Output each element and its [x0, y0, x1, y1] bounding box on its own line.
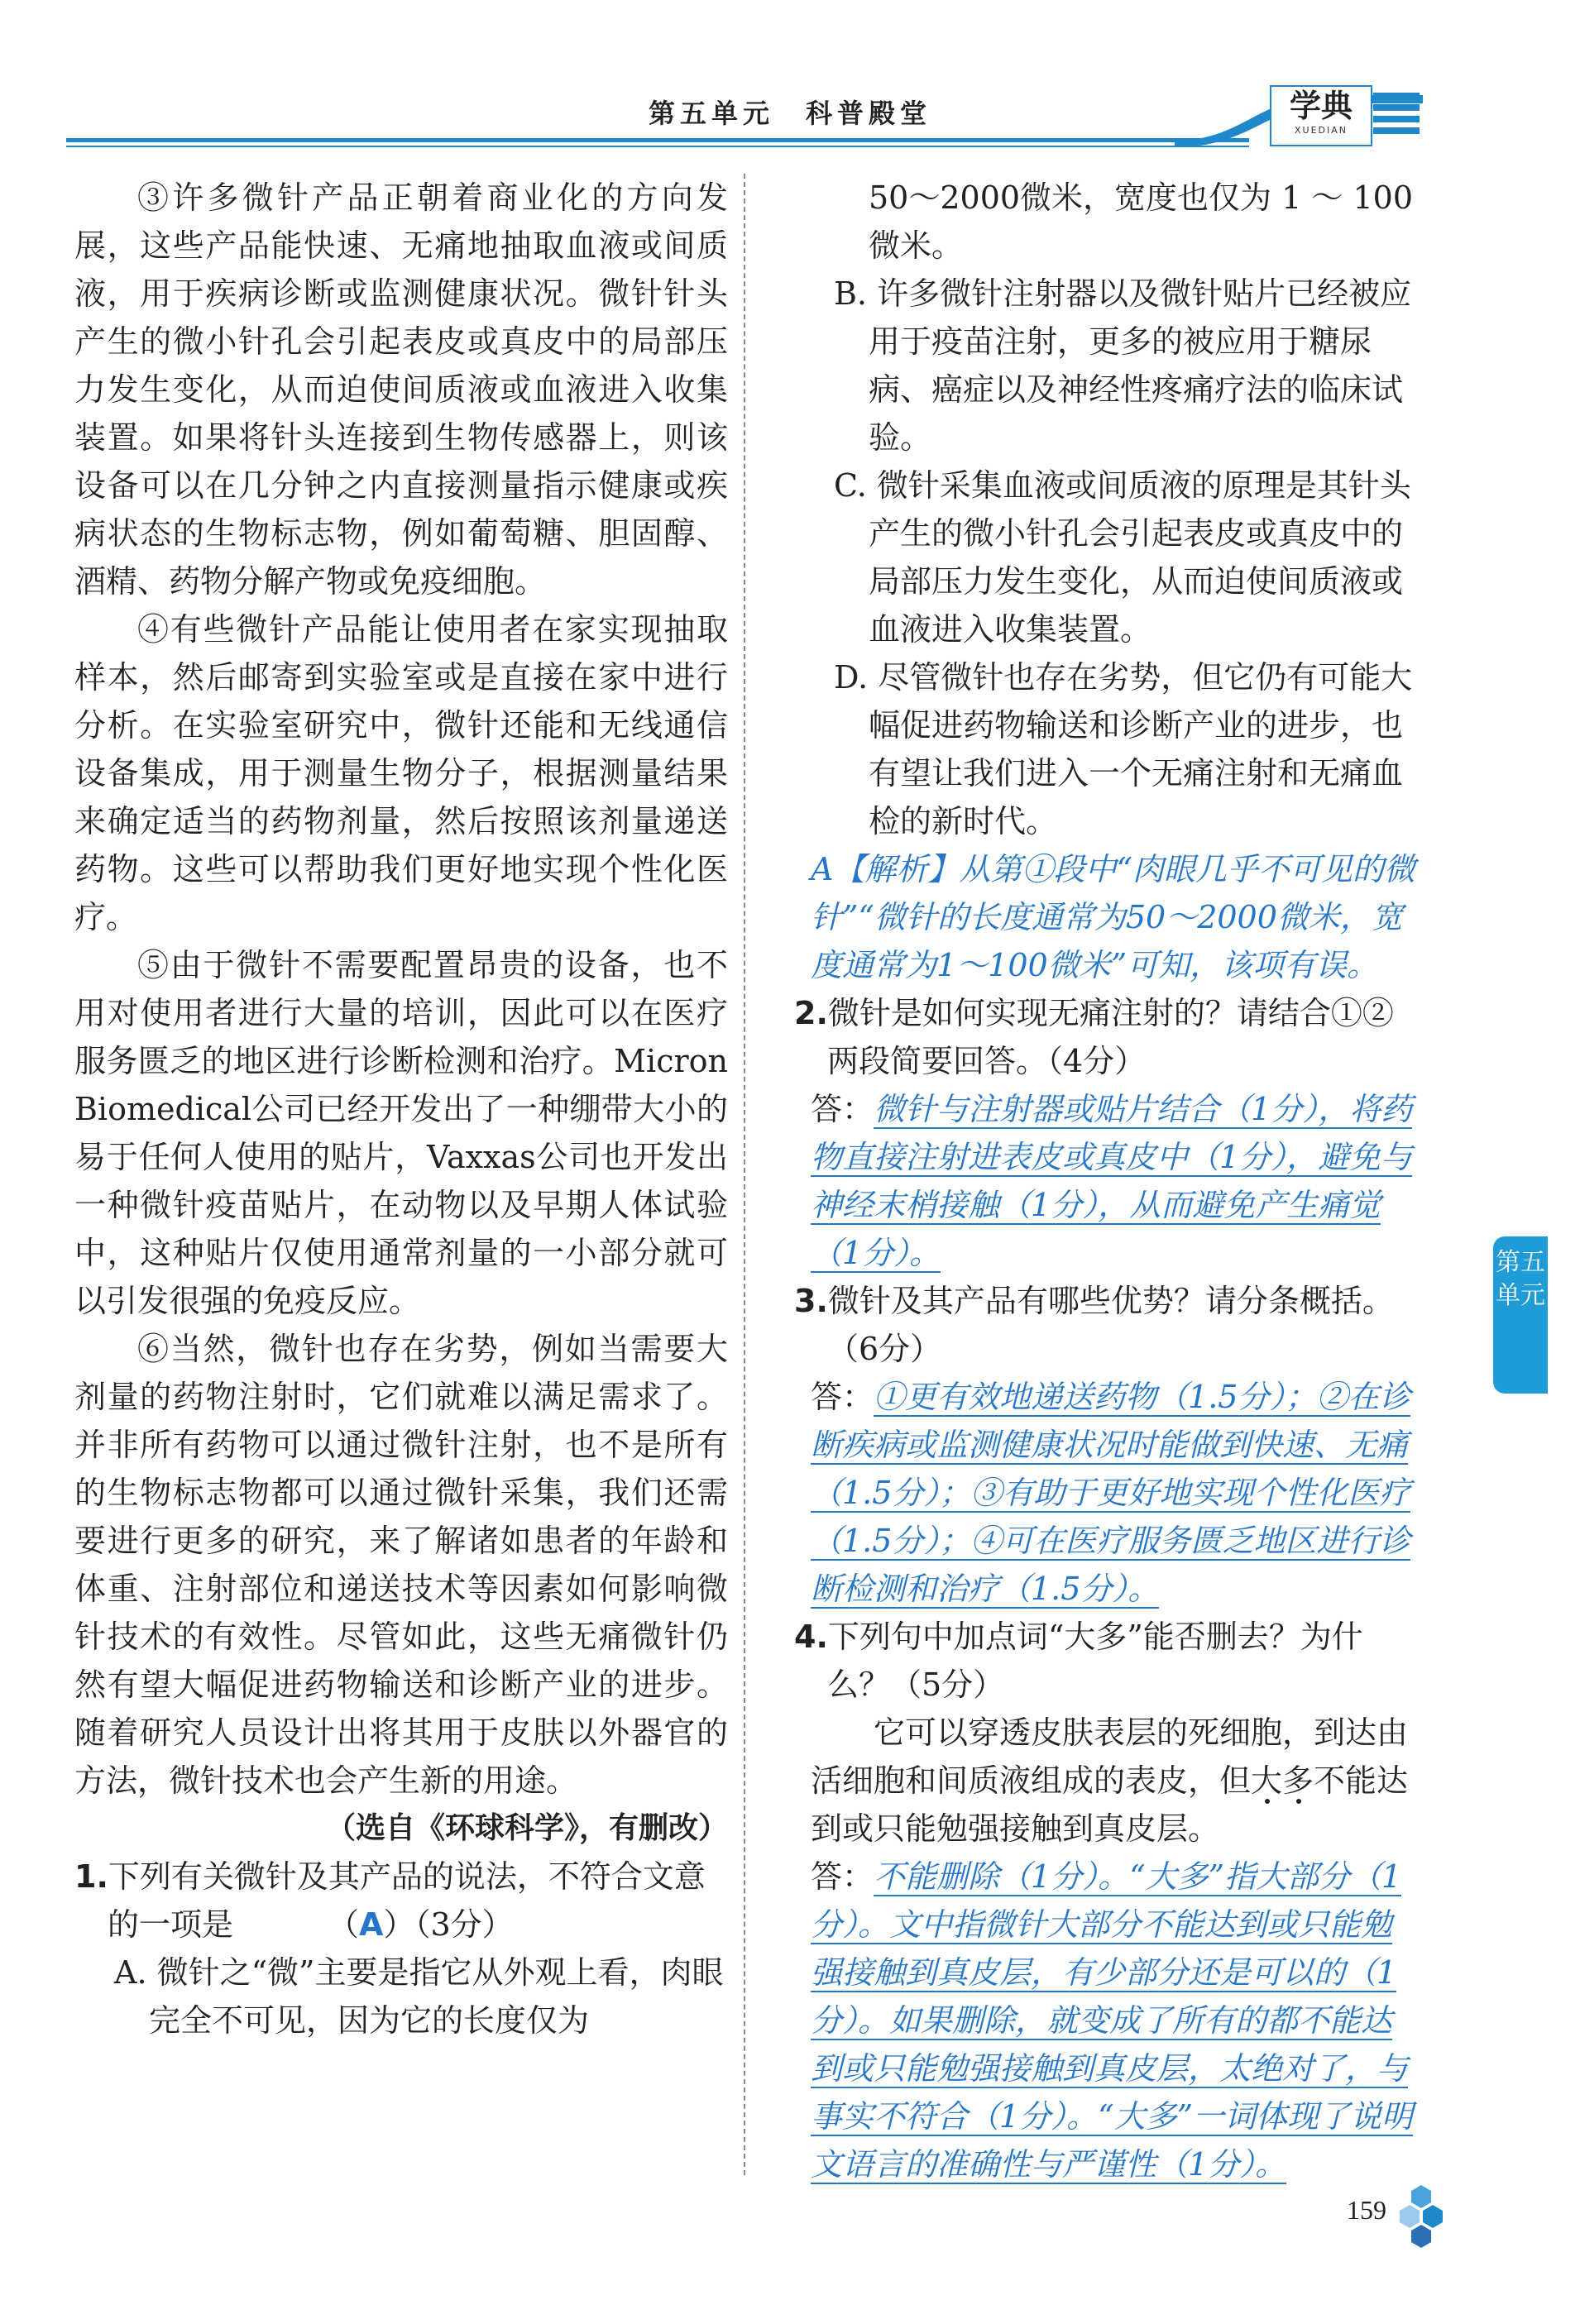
question-3-answer	[794, 1373, 1423, 1613]
question-2-answer-text: 微针与注射器或贴片结合（1分），将药物直接注射进表皮或真皮中（1分），避免与神经末梢接触（1分），从而避免产生痛觉（1分）。	[811, 1091, 1413, 1271]
logo-stripes-decoration	[1373, 93, 1420, 144]
question-1-text: 下列有关微针及其产品的说法，不符合文意的一项是	[108, 1858, 706, 1943]
question-1	[74, 1853, 728, 1949]
paragraph-5: ⑤由于微针不需要配置昂贵的设备，也不用对使用者进行大量的培训，因此可以在医疗服务匮乏的地区进行诊断检测和治疗。Micron Biomedical公司已经开发出了一种绷带大小的易于任何人使用的贴片，Vaxxas公司也开发出一种微针疫苗贴片，在动物以及早期人体试验中，这种贴片仅使用通常剂量的一小部分就可以引发很强的免疫反应。	[74, 947, 728, 1319]
left-column	[74, 174, 728, 2044]
side-tab-label: 第五单元	[1496, 1248, 1545, 1310]
option-d	[794, 653, 1423, 845]
hexagon-decoration-icon	[1396, 2183, 1446, 2250]
question-3-answer-text: ①更有效地递送药物（1.5分）；②在诊断疾病或监测健康状况时能做到快速、无痛（1.5分）；③有助于更好地实现个性化医疗（1.5分）；④可在医疗服务匮乏地区进行诊断检测和治疗（1.5分）。	[811, 1379, 1411, 1607]
emphasis-dot-char: 大	[1251, 1762, 1283, 1799]
question-1-answer: A	[359, 1906, 384, 1943]
option-d-label: D.	[834, 659, 869, 696]
answer-paren-open: （	[328, 1906, 360, 1943]
option-b-text: 许多微针注射器以及微针贴片已经被应用于疫苗注射，更多的被应用于糖尿病、癌症以及神经性疼痛疗法的临床试验。	[869, 275, 1412, 456]
question-4-answer	[794, 1853, 1423, 2188]
question-1-analysis: A【解析】从第①段中“肉眼几乎不可见的微针”“微针的长度通常为50～2000微米，宽度通常为1～100微米”可知，该项有误。	[811, 851, 1415, 983]
option-c-text: 微针采集血液或间质液的原理是其针头产生的微小针孔会引起表皮或真皮中的局部压力发生变化，从而迫使间质液或血液进入收集装置。	[869, 467, 1411, 648]
answer-paren-close: ）（3分）	[383, 1906, 514, 1943]
question-2	[794, 989, 1423, 1085]
question-4-stem	[794, 1709, 1423, 1853]
option-b-label: B.	[834, 275, 868, 312]
emphasis-dot-char: 多	[1282, 1762, 1314, 1799]
answer-label: 答：	[811, 1379, 874, 1415]
unit-title: 第五单元 科普殿堂	[648, 98, 931, 129]
option-d-text: 尽管微针也存在劣势，但它仍有可能大幅促进药物输送和诊断产业的进步，也有望让我们进入一个无痛注射和无痛血检的新时代。	[869, 659, 1413, 839]
option-c-label: C.	[834, 467, 867, 504]
paragraph-3: ③许多微针产品正朝着商业化的方向发展，这些产品能快速、无痛地抽取血液或间质液，用于疾病诊断或监测健康状况。微针针头产生的微小针孔会引起表皮或真皮中的局部压力发生变化，从而迫使间质液或血液进入收集装置。如果将针头连接到生物传感器上，则该设备可以在几分钟之内直接测量指示健康或疾病状态的生物标志物，例如葡萄糖、胆固醇、酒精、药物分解产物或免疫细胞。	[74, 179, 728, 600]
option-b	[794, 270, 1423, 461]
question-4-number: 4.	[794, 1619, 828, 1655]
option-a-text: 微针之“微”主要是指它从外观上看，肉眼完全不可见，因为它的长度仅为	[149, 1954, 724, 2039]
question-2-text: 微针是如何实现无痛注射的？请结合①②两段简要回答。（4分）	[827, 995, 1394, 1079]
option-c	[794, 461, 1423, 653]
unit-side-tab	[1493, 1236, 1548, 1394]
right-column	[794, 174, 1423, 2188]
answer-label: 答：	[811, 1091, 874, 1127]
question-2-number: 2.	[794, 995, 828, 1031]
option-a	[74, 1949, 728, 2044]
question-4-answer-text: 不能删除（1分）。“大多”指大部分（1分）。文中指微针大部分不能达到或只能勉强接触到真皮层，有少部分还是可以的（1分）。如果删除，就变成了所有的都不能达到或只能勉强接触到真皮层，太绝对了，与事实不符合（1分）。“大多”一词体现了说明文语言的准确性与严谨性（1分）。	[811, 1858, 1414, 2183]
paragraph-6: ⑥当然，微针也存在劣势，例如当需要大剂量的药物注射时，它们就难以满足需求了。并非所有药物可以通过微针注射，也不是所有的生物标志物都可以通过微针采集，我们还需要进行更多的研究，来了解诸如患者的年龄和体重、注射部位和递送技术等因素如何影响微针技术的有效性。尽管如此，这些无痛微针仍然有望大幅促进药物输送和诊断产业的进步。随着研究人员设计出将其用于皮肤以外器官的方法，微针技术也会产生新的用途。	[74, 1331, 728, 1799]
option-a-label: A.	[114, 1954, 147, 1991]
question-3	[794, 1277, 1423, 1373]
column-divider	[744, 174, 745, 2175]
question-4	[794, 1613, 1423, 1709]
stem-text: 不能达到或只能勉强接触到真皮层。	[811, 1762, 1409, 1847]
source-citation: （选自《环球科学》，有删改）	[325, 1811, 728, 1845]
question-3-text: 微针及其产品有哪些优势？请分条概括。（6分）	[827, 1283, 1394, 1367]
answer-label: 答：	[811, 1858, 874, 1895]
question-3-number: 3.	[794, 1283, 828, 1319]
xuedian-logo: 学典 XUEDIAN	[1270, 85, 1372, 146]
option-a-continued: 50～2000微米，宽度也仅为 1 ～ 100 微米。	[869, 179, 1414, 264]
paragraph-4: ④有些微针产品能让使用者在家实现抽取样本，然后邮寄到实验室或是直接在家中进行分析。在实验室研究中，微针还能和无线通信设备集成，用于测量生物分子，根据测量结果来确定适当的药物剂量，然后按照该剂量递送药物。这些可以帮助我们更好地实现个性化医疗。	[74, 611, 728, 935]
question-2-answer	[794, 1085, 1423, 1277]
header-rule-thin	[66, 146, 1249, 147]
stem-text: 它可以穿透皮肤表层的死细胞，到达由活细胞和间质液组成的表皮，但	[811, 1714, 1409, 1799]
page-number: 159	[1347, 2195, 1386, 2225]
header-rule	[66, 138, 1249, 142]
question-1-number: 1.	[74, 1858, 108, 1895]
question-4-text: 下列句中加点词“大多”能否删去？为什么？（5分）	[827, 1619, 1363, 1703]
